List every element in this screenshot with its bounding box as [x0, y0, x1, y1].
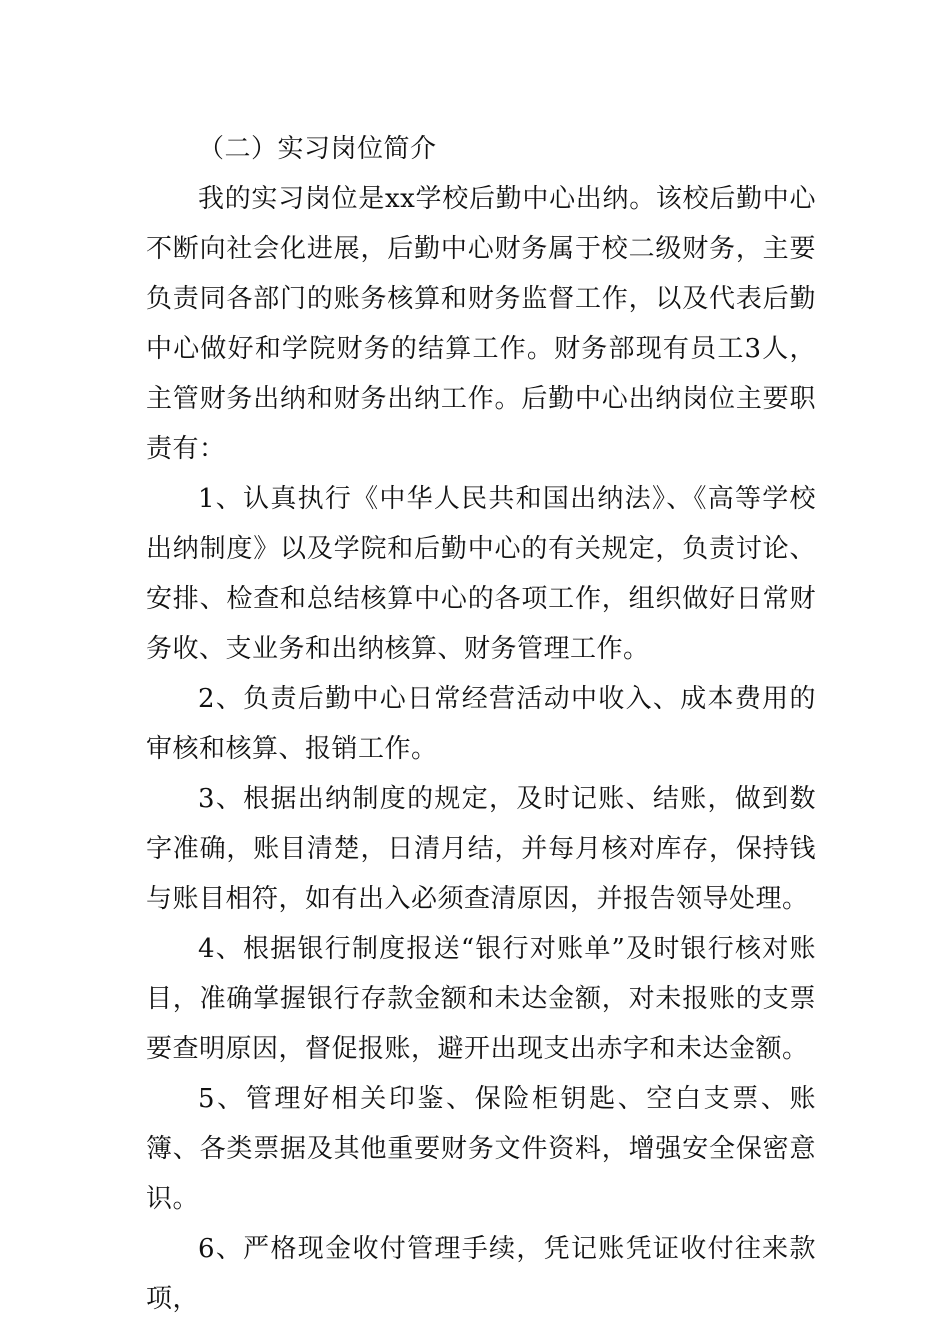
document-body [146, 124, 816, 1324]
duty-item-3: 3、根据出纳制度的规定，及时记账、结账，做到数字准确，账目清楚，日清月结，并每月核对库存，保持钱与账目相符，如有出入必须查清原因，并报告领导处理。 [146, 784, 816, 914]
duty-item-6: 6、严格现金收付管理手续，凭记账凭证收付往来款项， [146, 1234, 816, 1314]
intro-paragraph: 我的实习岗位是xx学校后勤中心出纳。该校后勤中心不断向社会化进展，后勤中心财务属于校二级财务，主要负责同各部门的账务核算和财务监督工作，以及代表后勤中心做好和学院财务的结算工作。财务部现有员工3人，主管财务出纳和财务出纳工作。后勤中心出纳岗位主要职责有： [146, 184, 816, 464]
duty-item-2: 2、负责后勤中心日常经营活动中收入、成本费用的审核和核算、报销工作。 [146, 684, 816, 764]
section-heading: （二）实习岗位简介 [198, 134, 437, 164]
duty-item-4: 4、根据银行制度报送“银行对账单”及时银行核对账目，准确掌握银行存款金额和未达金额，对未报账的支票要查明原因，督促报账，避开出现支出赤字和未达金额。 [146, 934, 816, 1064]
duty-item-5: 5、管理好相关印鉴、保险柜钥匙、空白支票、账簿、各类票据及其他重要财务文件资料，增强安全保密意识。 [146, 1084, 816, 1214]
duty-item-1: 1、认真执行《中华人民共和国出纳法》、《高等学校出纳制度》以及学院和后勤中心的有关规定，负责讨论、安排、检查和总结核算中心的各项工作，组织做好日常财务收、支业务和出纳核算、财务管理工作。 [146, 484, 816, 664]
